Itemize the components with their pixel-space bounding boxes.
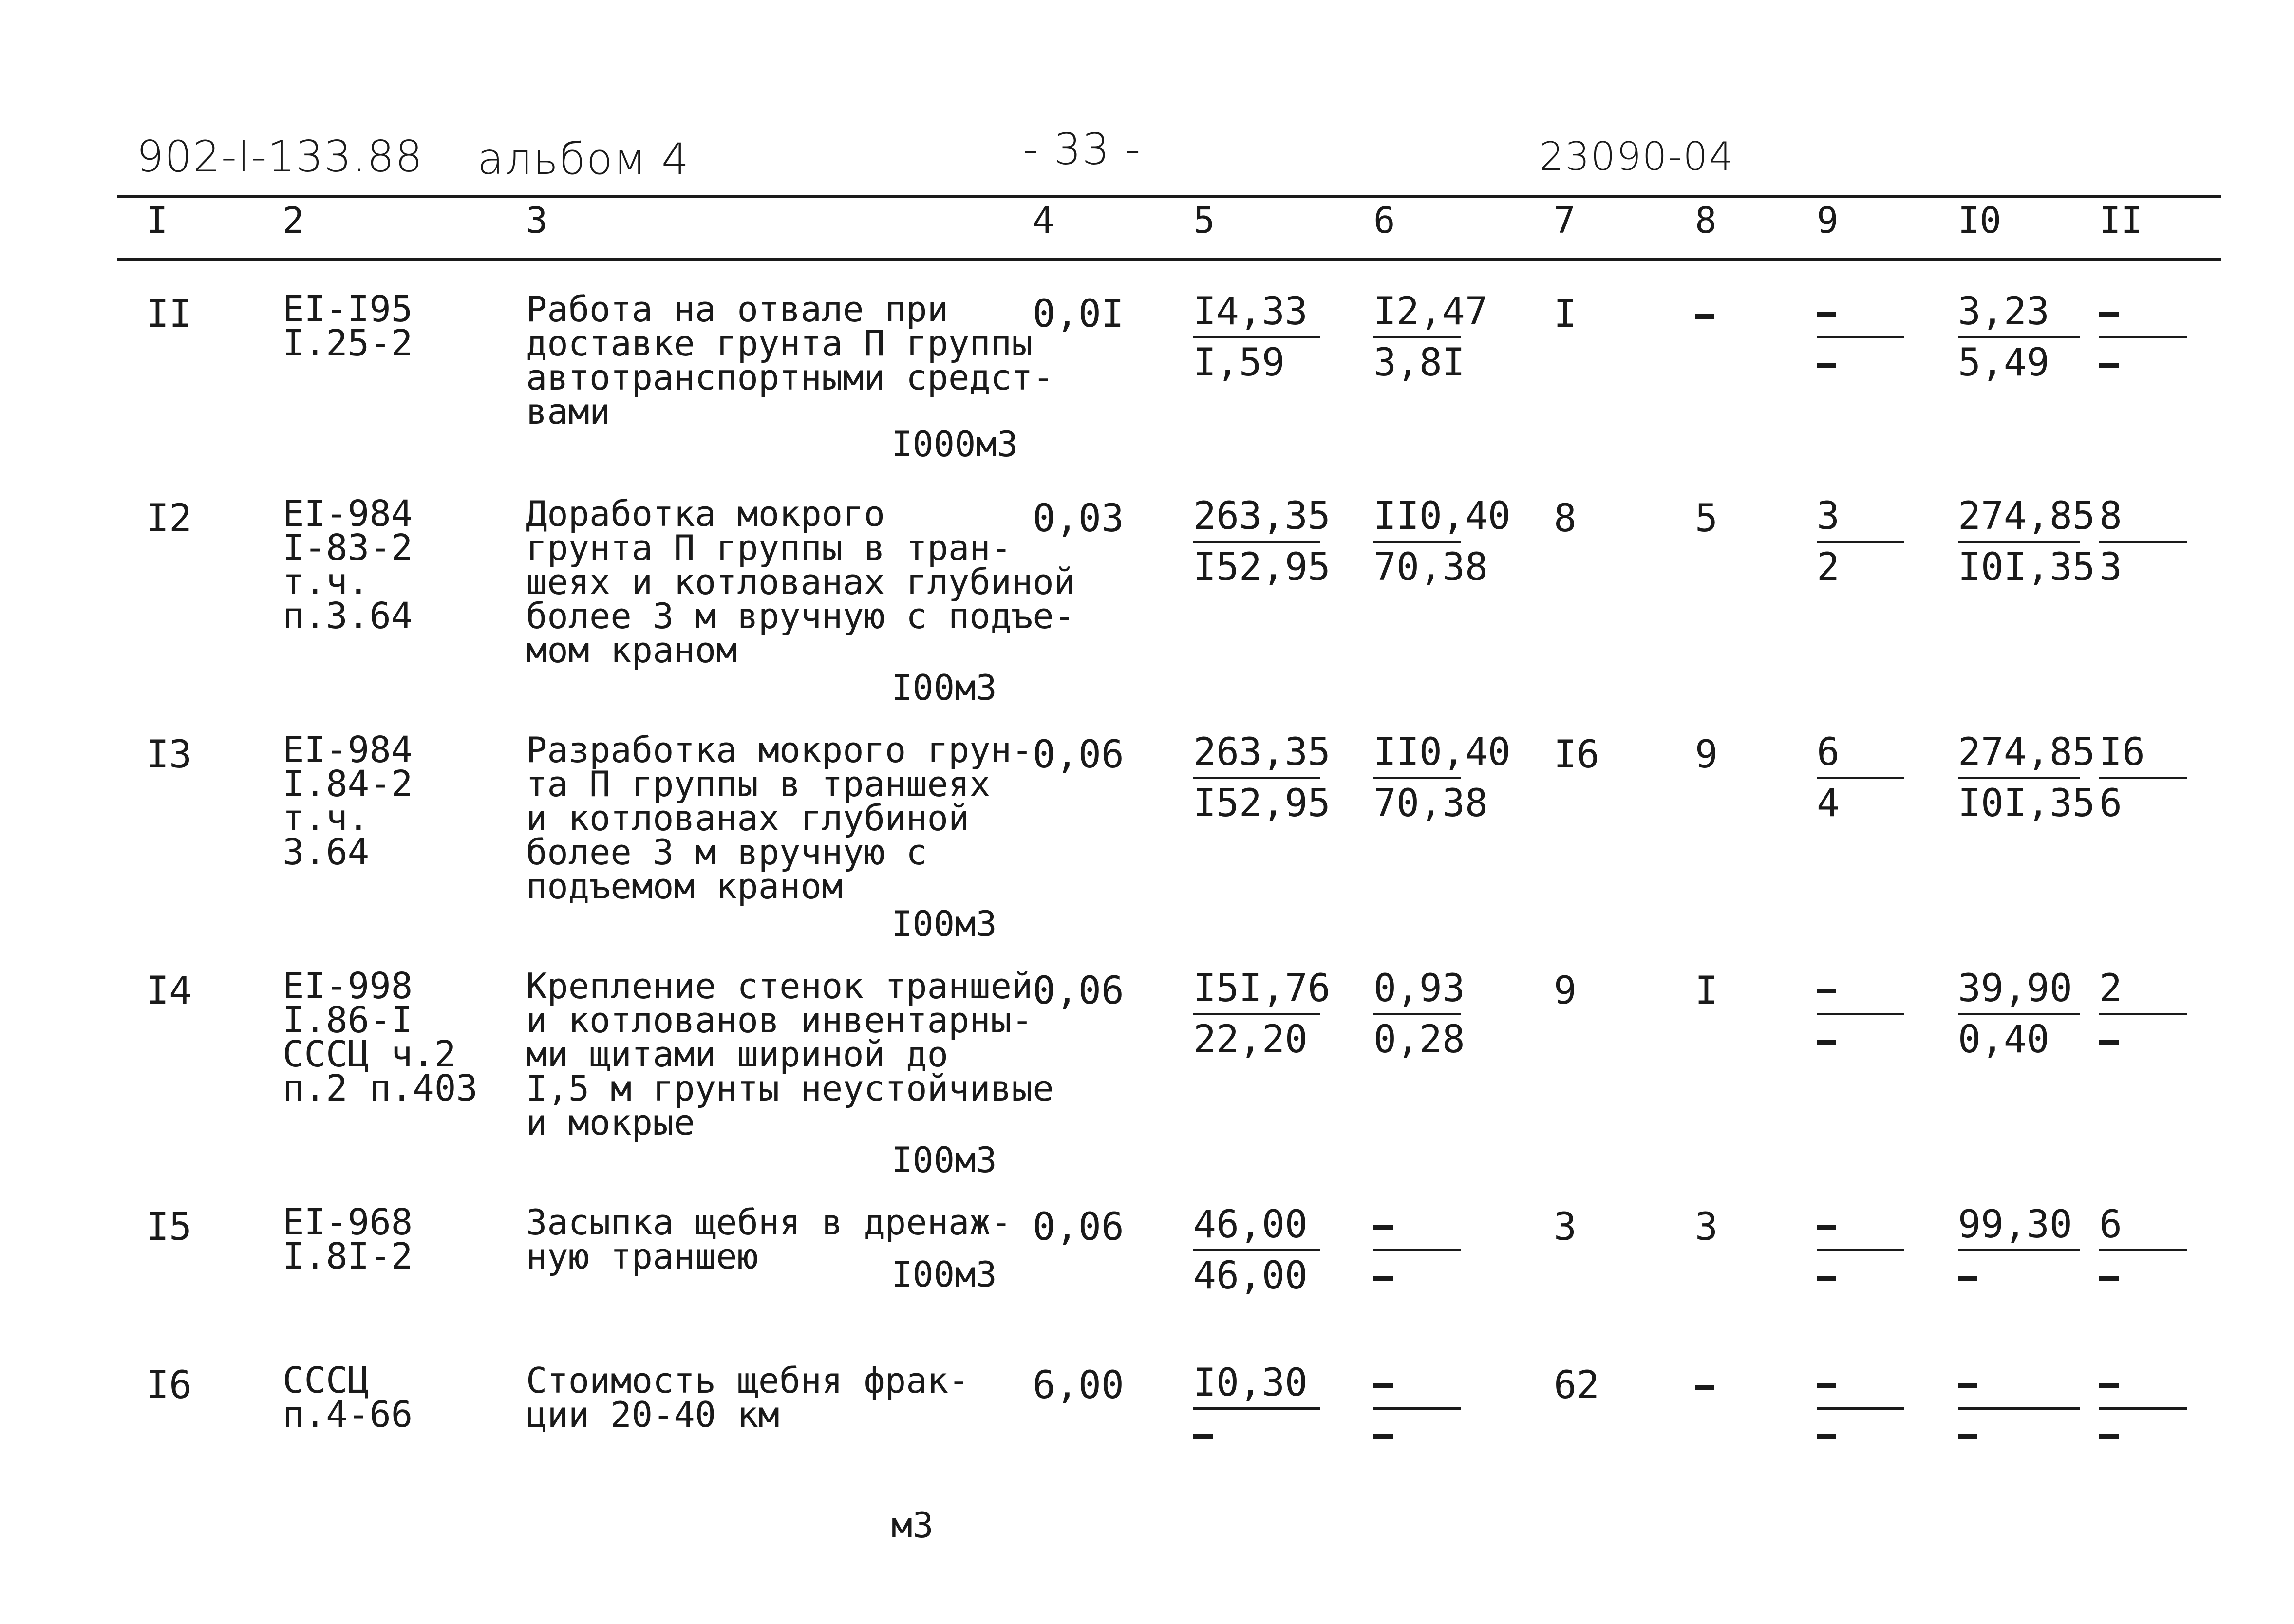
labor-cost-numerator: II0,40 [1373, 494, 1511, 538]
col7-value: 8 [1554, 497, 1577, 541]
col8-value: 5 [1695, 497, 1718, 541]
quantity: 0,06 [1033, 733, 1124, 777]
column-header-8: 8 [1695, 200, 1717, 242]
col8-value [1695, 1363, 1714, 1407]
col11-values-numerator: 2 [2099, 967, 2122, 1010]
labor-cost-fraction-bar [1373, 777, 1461, 779]
normative-code: EI-984 I.84-2 т.ч. 3.64 [282, 729, 413, 873]
column-header-10: I0 [1958, 200, 2002, 242]
col11-values-numerator [2099, 292, 2119, 331]
normative-code: EI-968 I.8I-2 [282, 1201, 413, 1277]
total-cost-numerator: 39,90 [1958, 967, 2072, 1010]
total-cost-denominator: 0,40 [1958, 1018, 2050, 1062]
unit-cost-denominator: 46,00 [1193, 1254, 1308, 1298]
column-header-2: 2 [282, 200, 304, 242]
col11-values-denominator [2099, 1415, 2119, 1454]
column-header-9: 9 [1817, 200, 1839, 242]
work-description: Крепление стенок траншей и котлованов инвентарны- ми щитами шириной до I,5 м грунты неустойчивые и мокрые [526, 966, 1054, 1143]
labor-cost-denominator: 70,38 [1373, 545, 1488, 589]
labor-cost-denominator [1373, 1415, 1393, 1454]
col11-values-fraction-bar [2099, 541, 2187, 543]
col11-values-denominator [2099, 1020, 2119, 1059]
labor-cost-fraction-bar [1373, 1013, 1461, 1015]
total-cost-fraction-bar [1958, 1013, 2080, 1015]
measure-unit: I00м3 [891, 903, 997, 944]
unit-cost-denominator: I52,95 [1193, 782, 1331, 825]
unit-cost-numerator: 263,35 [1193, 494, 1331, 538]
column-header-4: 4 [1033, 200, 1054, 242]
column-header-11: II [2099, 200, 2143, 242]
col9-values-numerator [1817, 969, 1836, 1008]
quantity: 0,0I [1033, 292, 1124, 336]
total-cost-denominator [1958, 1415, 1977, 1454]
album-label: альбом 4 [477, 134, 690, 184]
col9-values-fraction-bar [1817, 1013, 1904, 1015]
col11-values-fraction-bar [2099, 1013, 2187, 1015]
doc-code: 902-I-133.88 [136, 131, 424, 182]
measure-unit: I00м3 [891, 1139, 997, 1180]
measure-unit: I00м3 [891, 1254, 997, 1295]
col9-values-fraction-bar [1817, 541, 1904, 543]
col9-values-denominator [1817, 343, 1836, 382]
col11-values-numerator: I6 [2099, 730, 2145, 774]
col8-value: 3 [1695, 1205, 1718, 1249]
column-header-3: 3 [526, 200, 548, 242]
work-description: Доработка мокрого грунта П группы в тран- шеях и котлованах глубиной более 3 м вручную с подъе- мом краном [526, 493, 1075, 671]
total-cost-numerator: 3,23 [1958, 290, 2050, 334]
labor-cost-fraction-bar [1373, 541, 1461, 543]
normative-code: СССЦ п.4-66 [282, 1360, 413, 1436]
unit-cost-fraction-bar [1193, 777, 1320, 779]
labor-cost-numerator [1373, 1363, 1393, 1402]
unit-cost-fraction-bar [1193, 1407, 1320, 1410]
col11-values-fraction-bar [2099, 336, 2187, 338]
labor-cost-fraction-bar [1373, 1407, 1461, 1410]
work-description: Работа на отвале при доставке грунта П группы автотранспортными средст- вами [526, 289, 1054, 432]
row-number: II [146, 292, 192, 336]
unit-cost-numerator: 263,35 [1193, 730, 1331, 774]
total-cost-denominator [1958, 1256, 1977, 1295]
col8-value: 9 [1695, 733, 1718, 777]
labor-cost-denominator: 0,28 [1373, 1018, 1465, 1062]
work-description: Разработка мокрого грун- та П группы в траншеях и котлованах глубиной более 3 м вручную с подъемом краном [526, 729, 1033, 907]
col9-values-fraction-bar [1817, 1407, 1904, 1410]
column-header-7: 7 [1554, 200, 1576, 242]
total-cost-denominator: I0I,35 [1958, 545, 2095, 589]
unit-cost-fraction-bar [1193, 1013, 1320, 1015]
col9-values-numerator [1817, 292, 1836, 331]
col9-values-denominator: 4 [1817, 782, 1840, 825]
normative-code: EI-984 I-83-2 т.ч. п.3.64 [282, 493, 413, 637]
measure-unit: м3 [891, 1505, 934, 1546]
col9-values-numerator [1817, 1205, 1836, 1244]
labor-cost-denominator: 3,8I [1373, 341, 1465, 385]
labor-cost-denominator: 70,38 [1373, 782, 1488, 825]
quantity: 0,06 [1033, 1205, 1124, 1249]
unit-cost-fraction-bar [1193, 336, 1320, 338]
quantity: 6,00 [1033, 1363, 1124, 1407]
col9-values-fraction-bar [1817, 1249, 1904, 1251]
total-cost-numerator: 274,85 [1958, 730, 2095, 774]
col9-values-denominator [1817, 1256, 1836, 1295]
col9-values-numerator: 3 [1817, 494, 1840, 538]
col11-values-numerator: 6 [2099, 1203, 2122, 1247]
unit-cost-denominator: 22,20 [1193, 1018, 1308, 1062]
col11-values-denominator: 3 [2099, 545, 2122, 589]
col11-values-fraction-bar [2099, 1249, 2187, 1251]
col7-value: 3 [1554, 1205, 1577, 1249]
col11-values-fraction-bar [2099, 777, 2187, 779]
labor-cost-denominator [1373, 1256, 1393, 1295]
total-cost-denominator: 5,49 [1958, 341, 2050, 385]
col7-value: 62 [1554, 1363, 1599, 1407]
col11-values-denominator [2099, 1256, 2119, 1295]
labor-cost-fraction-bar [1373, 336, 1461, 338]
unit-cost-numerator: 46,00 [1193, 1203, 1308, 1247]
unit-cost-denominator: I52,95 [1193, 545, 1331, 589]
row-number: I4 [146, 969, 192, 1013]
labor-cost-numerator: II0,40 [1373, 730, 1511, 774]
labor-cost-numerator [1373, 1205, 1393, 1244]
unit-cost-fraction-bar [1193, 1249, 1320, 1251]
header-bottom-rule [117, 258, 2221, 261]
column-header-1: I [146, 200, 168, 242]
total-cost-fraction-bar [1958, 541, 2080, 543]
unit-cost-denominator: I,59 [1193, 341, 1285, 385]
col9-values-fraction-bar [1817, 777, 1904, 779]
row-number: I5 [146, 1205, 192, 1249]
total-cost-fraction-bar [1958, 336, 2080, 338]
col8-value [1695, 292, 1714, 336]
unit-cost-numerator: I5I,76 [1193, 967, 1331, 1010]
col9-values-denominator: 2 [1817, 545, 1840, 589]
column-header-5: 5 [1193, 200, 1215, 242]
total-cost-denominator: I0I,35 [1958, 782, 2095, 825]
measure-unit: I00м3 [891, 667, 997, 708]
total-cost-fraction-bar [1958, 1407, 2080, 1410]
quantity: 0,03 [1033, 497, 1124, 541]
labor-cost-numerator: I2,47 [1373, 290, 1488, 334]
col7-value: I6 [1554, 733, 1599, 777]
col8-value: I [1695, 969, 1718, 1013]
total-cost-numerator [1958, 1363, 1977, 1402]
col9-values-fraction-bar [1817, 336, 1904, 338]
page-number: - 33 - [1023, 124, 1142, 174]
unit-cost-fraction-bar [1193, 541, 1320, 543]
unit-cost-numerator: I4,33 [1193, 290, 1308, 334]
normative-code: EI-998 I.86-I СССЦ ч.2 п.2 п.403 [282, 965, 478, 1109]
row-number: I6 [146, 1363, 192, 1407]
row-number: I3 [146, 733, 192, 777]
normative-code: EI-I95 I.25-2 [282, 288, 413, 364]
labor-cost-fraction-bar [1373, 1249, 1461, 1251]
total-cost-numerator: 274,85 [1958, 494, 2095, 538]
work-description: Стоимость щебня фрак- ции 20-40 км [526, 1360, 970, 1435]
project-number: 23090-04 [1539, 134, 1735, 179]
col11-values-denominator: 6 [2099, 782, 2122, 825]
col9-values-numerator: 6 [1817, 730, 1840, 774]
unit-cost-numerator: I0,30 [1193, 1361, 1308, 1405]
quantity: 0,06 [1033, 969, 1124, 1013]
col11-values-numerator [2099, 1363, 2119, 1402]
col7-value: 9 [1554, 969, 1577, 1013]
col11-values-denominator [2099, 343, 2119, 382]
col11-values-numerator: 8 [2099, 494, 2122, 538]
col7-value: I [1554, 292, 1577, 336]
total-cost-numerator: 99,30 [1958, 1203, 2072, 1247]
col11-values-fraction-bar [2099, 1407, 2187, 1410]
column-header-6: 6 [1373, 200, 1395, 242]
col9-values-denominator [1817, 1415, 1836, 1454]
labor-cost-numerator: 0,93 [1373, 967, 1465, 1010]
col9-values-numerator [1817, 1363, 1836, 1402]
header-top-rule [117, 195, 2221, 198]
unit-cost-denominator [1193, 1415, 1213, 1454]
total-cost-fraction-bar [1958, 1249, 2080, 1251]
col9-values-denominator [1817, 1020, 1836, 1059]
total-cost-fraction-bar [1958, 777, 2080, 779]
row-number: I2 [146, 497, 192, 541]
measure-unit: I000м3 [891, 424, 1018, 465]
work-description: Засыпка щебня в дренаж- ную траншею [526, 1202, 1012, 1277]
